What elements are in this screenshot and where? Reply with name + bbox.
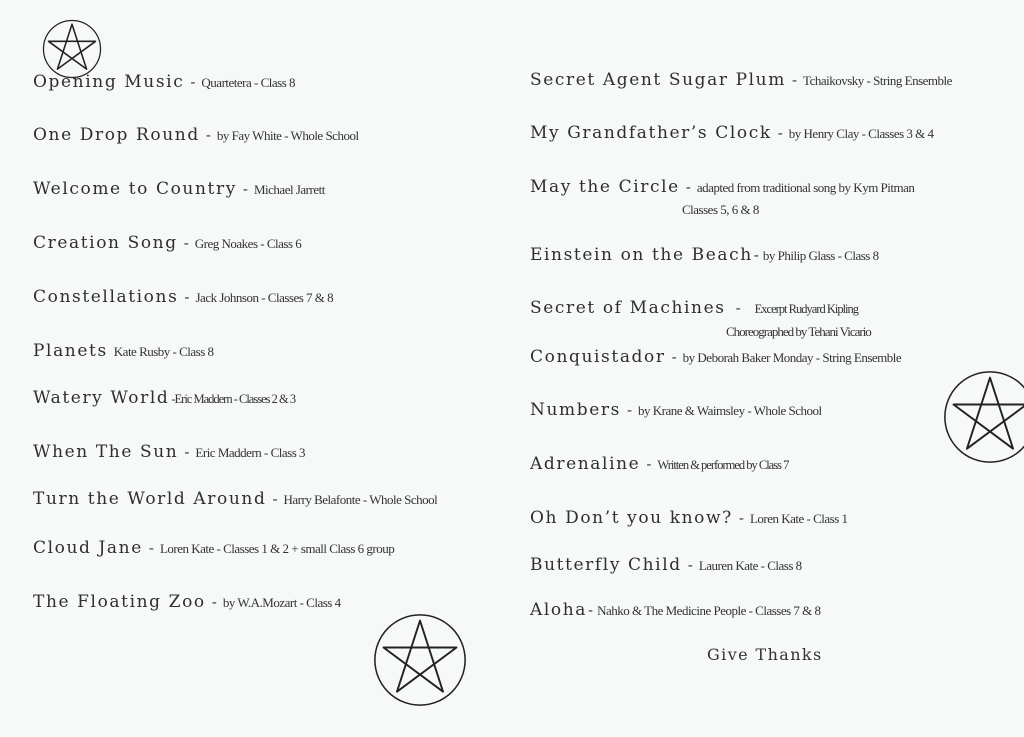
item-title: Cloud Jane [33,538,143,558]
item-detail: by Deborah Baker Monday - String Ensemble [682,350,902,365]
item-separator: - [148,539,154,557]
item-separator: - [735,299,741,317]
item-title: Opening Music [33,72,185,92]
item-detail: Tchaikovsky - String Ensemble [803,73,952,88]
program-item [530,402,822,419]
item-separator: - [272,490,278,508]
item-detail: by Henry Clay - Classes 3 & 4 [788,126,934,141]
item-detail: by Fay White - Whole School [216,128,359,143]
item-title: Secret of Machines [530,298,726,318]
program-item [530,247,879,264]
program-item [33,444,305,461]
item-detail: Loren Kate - Class 1 [749,511,848,526]
item-title: Welcome to Country [33,179,237,199]
item-title: May the Circle [530,177,680,197]
program-item [530,125,934,142]
item-title: Butterfly Child [530,555,682,575]
item-title: Watery World [33,388,170,408]
item-separator: - [777,124,783,142]
item-title: Creation Song [33,233,178,253]
item-title: Einstein on the Beach [530,245,753,265]
program-item [33,390,295,407]
item-separator: - [183,234,189,252]
program-item [530,349,901,366]
item-detail: Harry Belafonte - Whole School [283,492,438,507]
item-subdetail: Classes 5, 6 & 8 [682,202,759,217]
item-title: Aloha [530,600,588,620]
item-detail: Lauren Kate - Class 8 [698,558,802,573]
program-item [530,456,788,473]
item-separator: - [791,71,798,89]
item-detail: by Philip Glass - Class 8 [762,248,879,263]
item-separator: - [738,509,744,527]
item-detail: Eric Maddern - Class 3 [195,445,306,460]
item-separator: - [211,593,217,611]
item-detail: Jack Johnson - Classes 7 & 8 [195,290,334,305]
item-detail: Kate Rusby - Class 8 [113,344,214,359]
item-separator: - [646,455,652,473]
pentacle-icon [371,612,469,708]
item-title: Turn the World Around [33,489,267,509]
program-item [530,510,848,527]
item-title: My Grandfather’s Clock [530,123,772,143]
item-separator: - [753,246,759,264]
item-separator: - [671,348,677,366]
item-title: Conquistador [530,347,666,367]
program-item [33,540,394,557]
item-detail: Excerpt Rudyard Kipling [754,302,859,316]
item-detail: by Krane & Waimsley - Whole School [638,403,822,418]
program-item [530,557,802,574]
program-item [530,300,858,317]
item-title: One Drop Round [33,125,200,145]
pentacle-icon [41,18,103,80]
item-title: Oh Don’t you know? [530,508,733,528]
item-separator: - [626,401,633,419]
item-separator: - [205,126,211,144]
program-item [33,289,333,306]
item-detail: by W.A.Mozart - Class 4 [222,595,341,610]
item-detail: Quartetera - Class 8 [201,75,296,90]
item-separator: - [685,178,691,196]
program-item [33,235,301,252]
item-subdetail: Choreographed by Tehani Vicario [726,324,871,339]
program-item [33,127,359,144]
program-item [33,491,437,508]
pentacle-icon [942,368,1024,466]
program-item [33,594,341,611]
item-detail: adapted from traditional song by Kym Pitman [696,180,915,195]
item-separator: - [184,288,190,306]
item-title: Constellations [33,287,179,307]
item-detail: Greg Noakes - Class 6 [194,236,302,251]
item-title: Numbers [530,400,621,420]
item-separator: - [687,556,693,574]
program-item [530,72,952,89]
item-detail: -Eric Maddern - Classes 2 & 3 [171,392,296,406]
item-detail: Nahko & The Medicine People - Classes 7 & 8 [597,603,821,618]
program-item [530,179,914,196]
item-separator: - [588,601,594,619]
item-title: Planets [33,341,108,361]
item-title: Adrenaline [530,454,641,474]
item-separator: - [184,443,190,461]
item-detail: Michael Jarrett [253,182,325,197]
item-title: When The Sun [33,442,179,462]
item-detail: Loren Kate - Classes 1 & 2 + small Class 6 group [159,541,395,556]
item-separator: - [190,73,196,91]
program-item [33,343,214,360]
item-separator: - [242,180,248,198]
program-item [530,602,821,619]
item-title: Secret Agent Sugar Plum [530,70,786,90]
item-title: The Floating Zoo [33,592,206,612]
item-detail: Written & performed by Class 7 [657,458,789,472]
program-item [33,74,295,91]
closing-text: Give Thanks [707,645,823,664]
program-item [33,181,325,198]
